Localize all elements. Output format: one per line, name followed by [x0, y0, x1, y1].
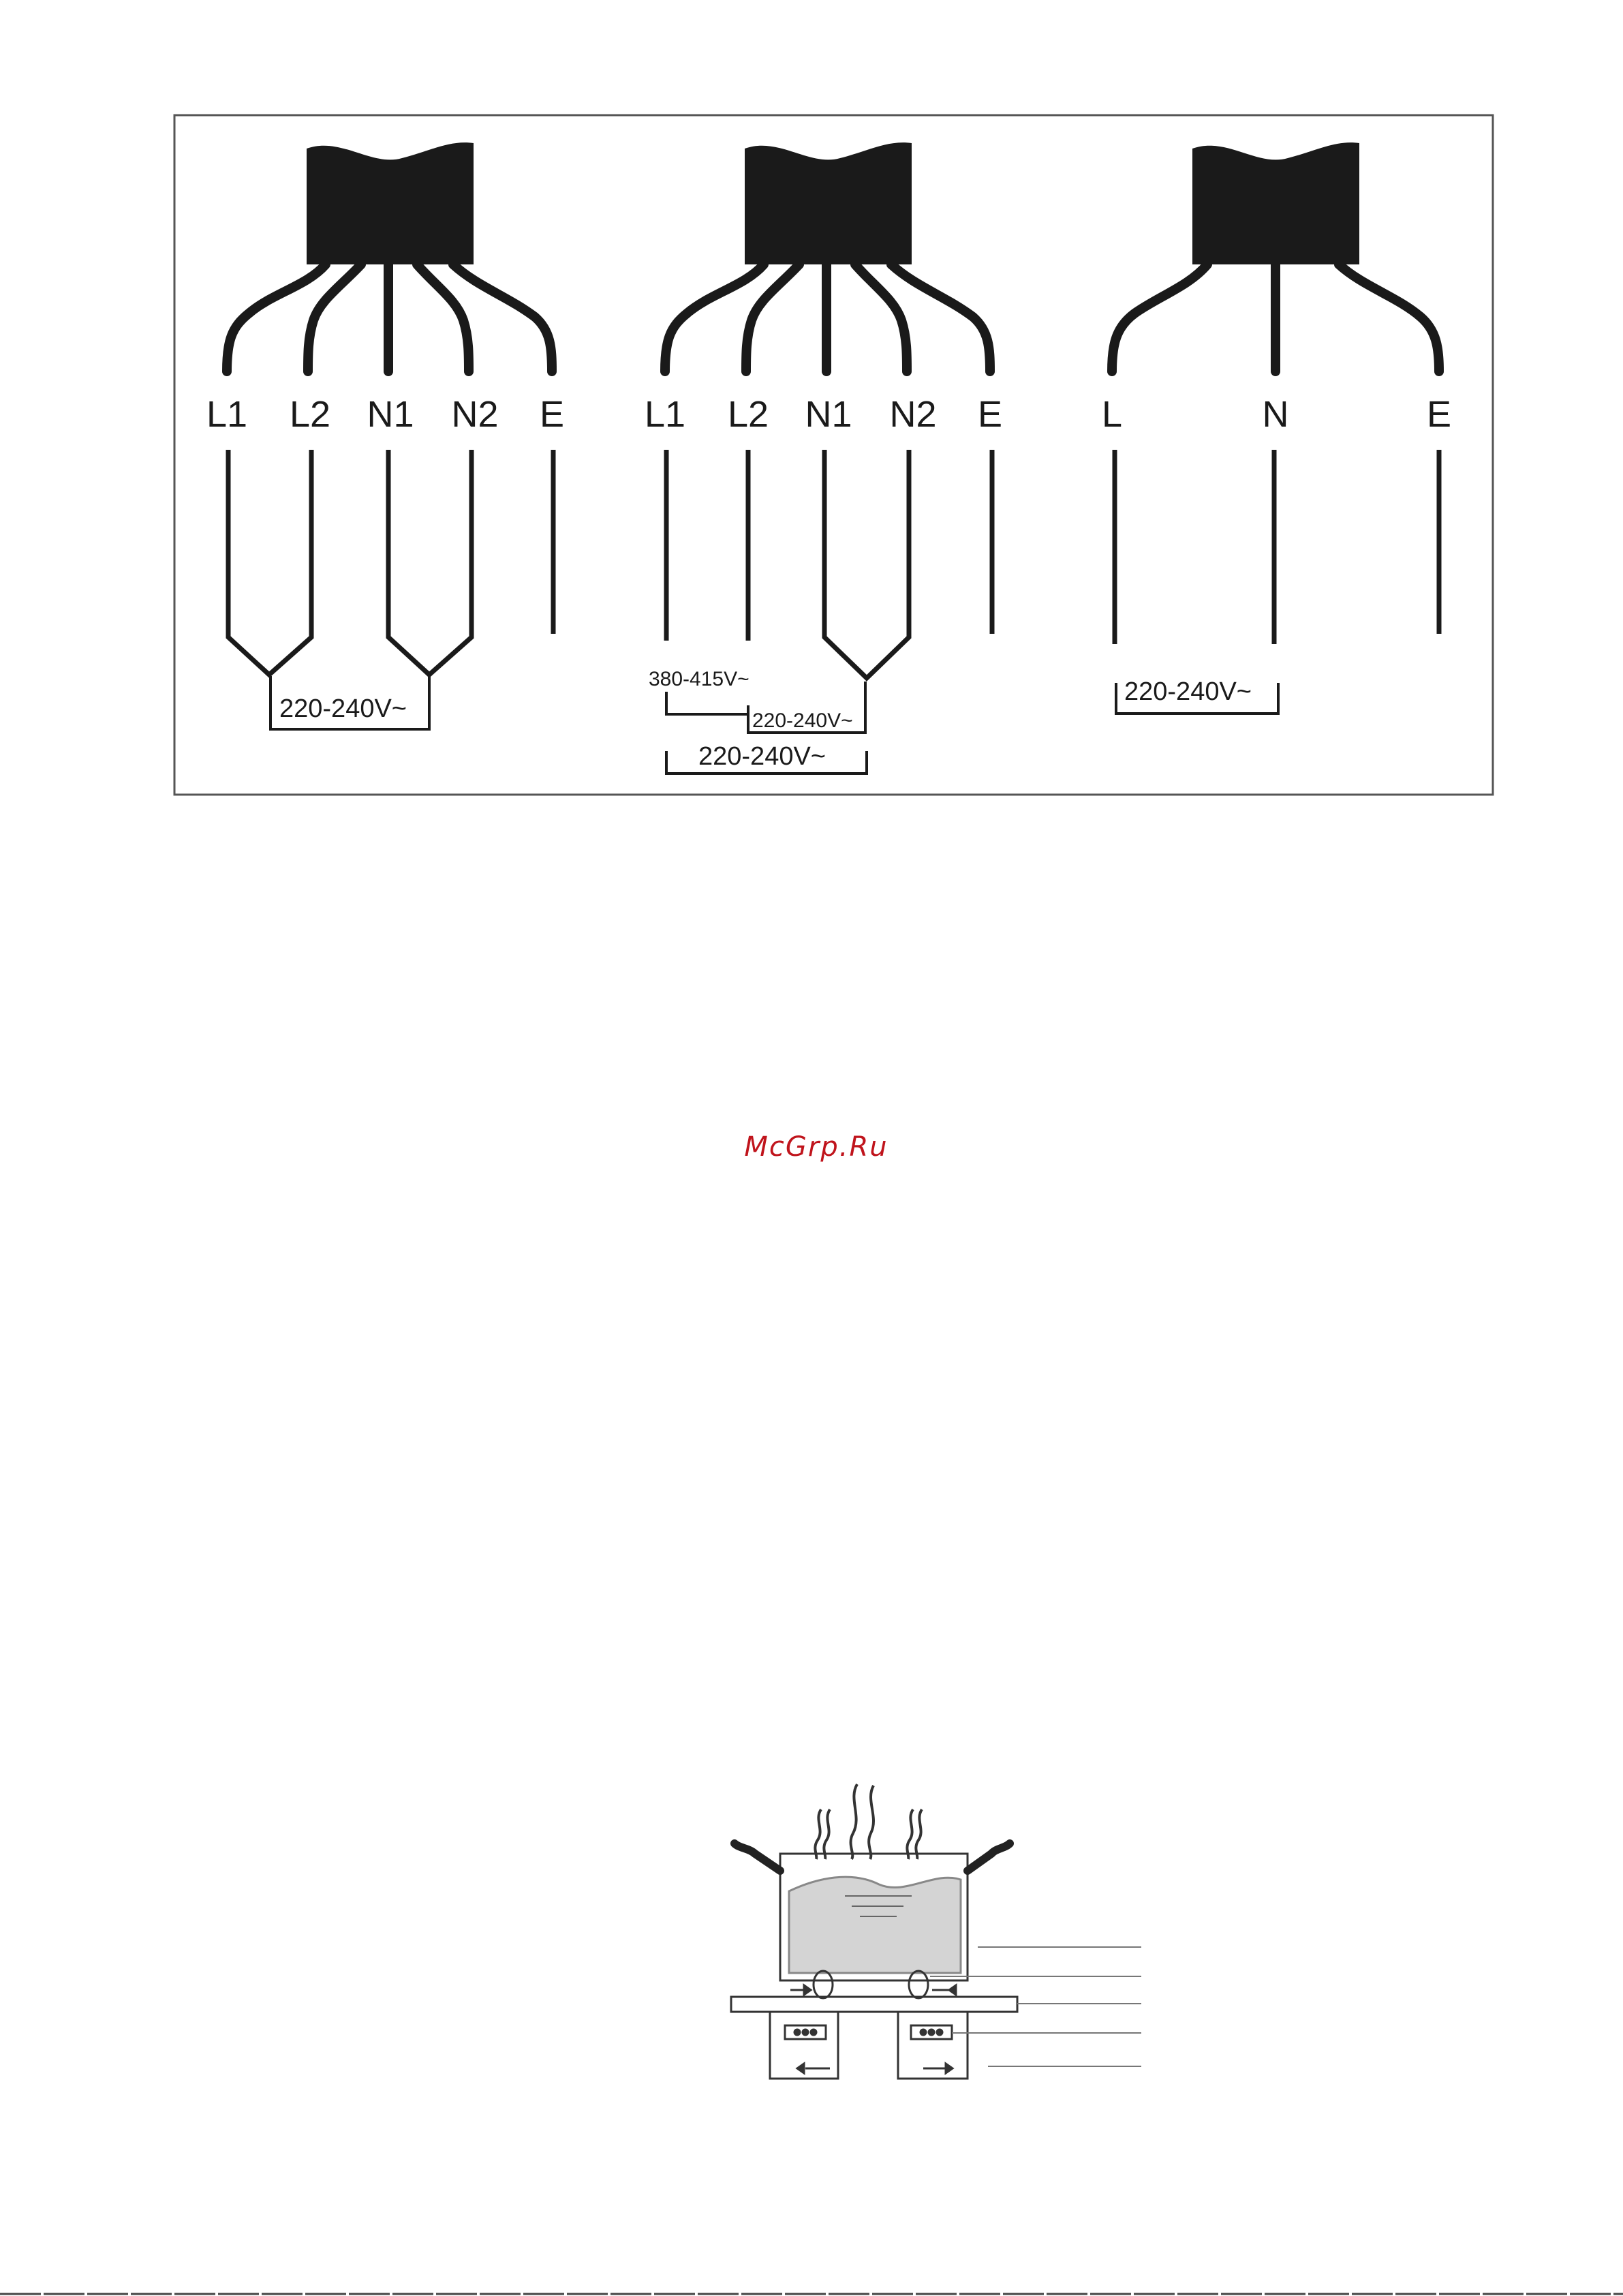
voltage-label: 220-240V~ — [279, 694, 407, 723]
terminal-label-1: L1 — [206, 394, 248, 435]
lead-lines — [1115, 450, 1439, 644]
voltage-label-top: 380-415V~ — [649, 668, 749, 690]
terminal-label-4: N2 — [889, 394, 937, 435]
wiring-diagram — [174, 115, 1493, 795]
cookware-diagram — [731, 1784, 1141, 2079]
terminal-label-2: L2 — [289, 394, 331, 435]
terminal-label-3: N1 — [805, 394, 852, 435]
voltage-label-mid: 220-240V~ — [752, 709, 853, 732]
config-c — [1102, 142, 1451, 714]
terminal-label-1: L1 — [644, 394, 686, 435]
connector-block-icon — [307, 142, 474, 264]
connector-block-icon — [745, 142, 912, 264]
terminal-label-5: E — [539, 394, 565, 435]
config-b — [645, 142, 1002, 774]
lead-wires — [1112, 264, 1439, 371]
terminal-label-1: L — [1101, 394, 1123, 435]
terminal-label-4: N2 — [451, 394, 499, 435]
steam-icon — [815, 1784, 922, 1859]
lead-wires — [227, 264, 552, 371]
voltage-label: 220-240V~ — [1124, 677, 1252, 706]
bridge-wires — [228, 450, 553, 675]
coil-icon — [790, 1971, 956, 1998]
watermark-text: McGrp.Ru — [744, 1131, 888, 1163]
terminal-label-3: N1 — [367, 394, 414, 435]
bridge-wires — [666, 450, 992, 678]
control-box-icon — [770, 2012, 968, 2079]
hob-plate-icon — [731, 1997, 1017, 2012]
terminal-label-2: N — [1262, 394, 1289, 435]
lead-wires — [665, 264, 990, 371]
connector-block-icon — [1192, 142, 1359, 264]
pot-icon — [735, 1843, 1010, 1980]
terminal-label-5: E — [977, 394, 1003, 435]
config-a — [206, 142, 564, 729]
voltage-label-bottom: 220-240V~ — [698, 742, 826, 771]
terminal-label-3: E — [1426, 394, 1452, 435]
terminal-label-2: L2 — [727, 394, 769, 435]
